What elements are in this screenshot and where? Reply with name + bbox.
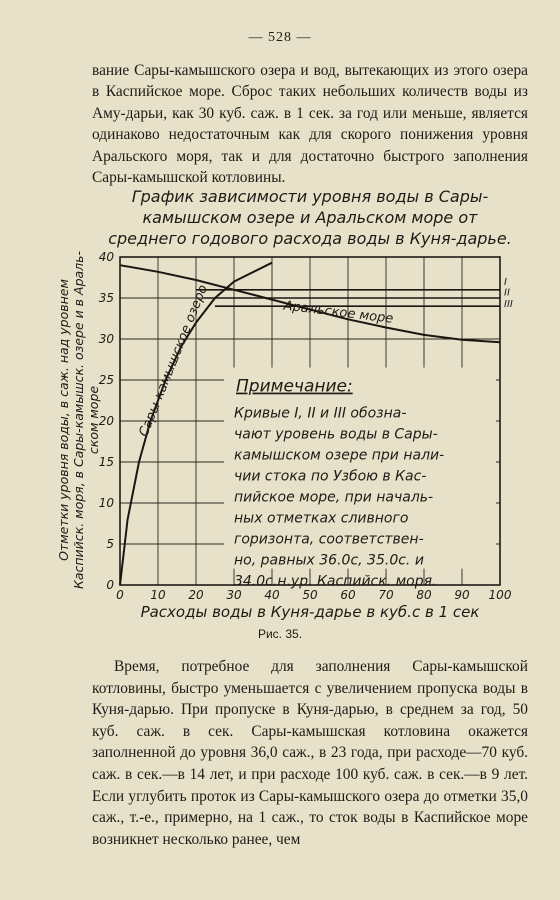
note-line: пийское море, при началь- — [234, 489, 434, 506]
note-line: ных отметках сливного — [234, 510, 409, 527]
y-tick-label: 0 — [106, 578, 114, 592]
x-tick-label: 100 — [488, 588, 512, 602]
note-line: чают уровень воды в Сары- — [234, 426, 438, 443]
bottom-paragraph — [92, 656, 528, 850]
y-tick-label: 35 — [98, 291, 114, 305]
curve-number-label: I — [504, 276, 507, 288]
chart-title-line: График зависимости уровня воды в Сары- — [131, 187, 489, 206]
figure-caption: Рис. 35. — [257, 627, 303, 641]
x-tick-label: 10 — [150, 588, 166, 602]
note-line: чии стока по Узбою в Кас- — [234, 468, 427, 485]
x-tick-label: 40 — [264, 588, 280, 602]
y-axis-label-line: Отметки уровня воды, в саж. над уровнем — [56, 279, 71, 561]
page-number: — 528 — — [248, 30, 312, 45]
y-tick-label: 25 — [98, 373, 114, 387]
x-axis-label: Расходы воды в Куня-дарье в куб.с в 1 сек — [140, 603, 480, 621]
x-tick-label: 20 — [188, 588, 204, 602]
figure-chart — [56, 180, 540, 621]
x-tick-label: 60 — [340, 588, 356, 602]
y-tick-label: 30 — [98, 332, 114, 346]
bottom-paragraph-text: Время, потребное для заполнения Сары-камышской котловины, быстро уменьшается с увеличением пропуска воды в Куня-дарью. При пропуске в Куня-дарью, в среднем за год, 50 куб. саж. в сек. Сары-камышская котловина окажется заполненной до уровня 36,0 саж., в 23 года, при расходе—70 куб. саж. в сек.—в 14 лет, и при расходе 100 куб. саж. в сек.—в 9 лет. Если углубить проток из Сары-камышского озера до отметки 35,0 саж., т.-е., примерно, на 1 саж., то сток воды в Каспийское море возникнет несколько ранее, чем — [92, 658, 528, 848]
note-line: 34.0с.н.ур. Каспийск. моря. — [234, 573, 437, 590]
x-tick-label: 70 — [378, 588, 394, 602]
x-tick-label: 80 — [416, 588, 432, 602]
x-tick-label: 90 — [454, 588, 470, 602]
curve-number-label: III — [504, 299, 513, 311]
x-tick-label: 30 — [226, 588, 242, 602]
x-tick-label: 50 — [302, 588, 318, 602]
lake-curve-label: Сары-камышское озеро — [136, 282, 212, 439]
y-tick-label: 10 — [98, 496, 114, 510]
y-axis-label-line: ском море — [86, 385, 101, 455]
x-tick-label: 0 — [116, 588, 124, 602]
note-line: но, равных 36.0с, 35.0с. и — [234, 552, 424, 569]
level-vs-discharge-chart — [56, 180, 540, 621]
y-tick-label: 40 — [98, 250, 114, 264]
y-tick-label: 20 — [98, 414, 114, 428]
y-tick-label: 15 — [98, 455, 114, 469]
aral-curve-label: Аральское море — [282, 298, 395, 327]
note-line: горизонта, соответствен- — [234, 531, 424, 548]
y-axis-label-line: Каспийск. моря, в Сары-камышск. озере и в Араль- — [71, 250, 86, 590]
chart-title-line: среднего годового расхода воды в Куня-дарье. — [108, 229, 512, 248]
y-tick-label: 5 — [106, 537, 114, 551]
chart-title-line: камышском озере и Аральском море от — [142, 208, 478, 227]
note-line: Кривые I, II и III обозна- — [234, 405, 407, 422]
note-heading: Примечание: — [236, 376, 353, 397]
chart-text — [56, 187, 513, 621]
note-line: камышском озере при нали- — [234, 447, 445, 464]
top-paragraph: вание Сары-камышского озера и вод, вытекающих из этого озера в Каспийское море. Сброс таких небольших количеств воды из Аму-дарьи, как 30 куб. саж. в 1 сек. за год или меньше, является одинаково недостаточным как для скорого понижения уровня Аральского моря, так и для достаточно быстрого заполнения Сары-камышской котловины. — [92, 62, 528, 187]
curve-number-label: II — [504, 287, 510, 299]
